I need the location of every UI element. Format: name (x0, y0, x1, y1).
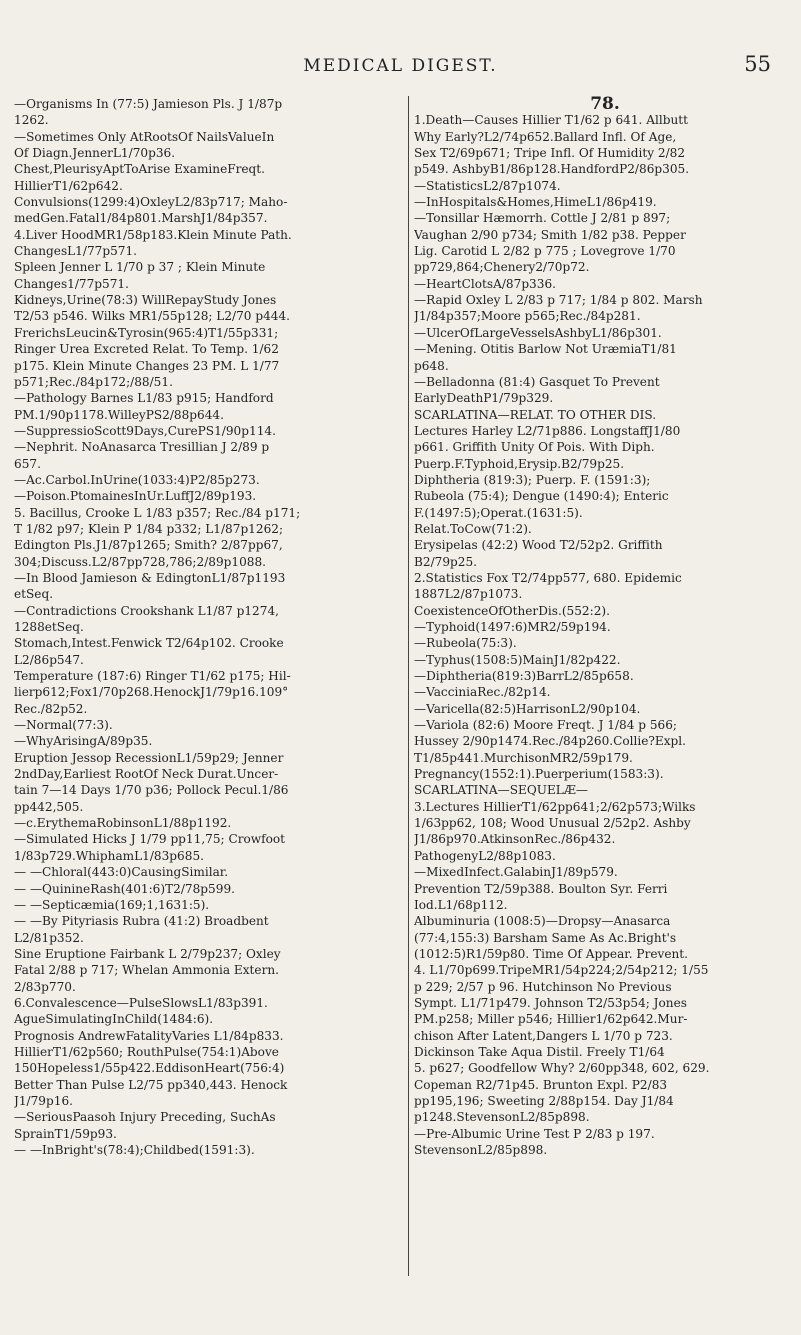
index-line: — —By Pityriasis Rubra (41:2) Broadbent (14, 914, 269, 929)
index-line: (77:4,155:3) Barsham Same As Ac.Bright's (414, 930, 677, 945)
index-line: Ringer Urea Excreted Relat. To Temp. 1/62 (14, 342, 279, 357)
index-line: —Diphtheria(819:3)BarrL2/85p658. (414, 669, 634, 684)
index-line: Rec./82p52. (14, 701, 88, 716)
index-line: p549. AshbyB1/86p128.HandfordP2/86p305. (414, 162, 690, 177)
index-line: 657. (14, 456, 41, 471)
index-line: ChangesL1/77p571. (14, 244, 138, 259)
index-line: —Simulated Hicks J 1/79 pp11,75; Crowfoot (14, 832, 286, 847)
index-line: —SeriousPaasoh Injury Preceding, SuchAs (14, 1110, 276, 1125)
index-line: AgueSimulatingInChild(1484:6). (14, 1012, 214, 1027)
index-line: p 229; 2/57 p 96. Hutchinson No Previous (414, 979, 672, 994)
index-line: Of Diagn.JennerL1/70p36. (14, 146, 176, 161)
index-line: —Ac.Carbol.InUrine(1033:4)P2/85p273. (14, 472, 260, 487)
index-line: Sex T2/69p671; Tripe Infl. Of Humidity 2/82 (414, 146, 686, 161)
index-line: 1.Death—Causes Hillier T1/62 p 641. Allbutt (414, 113, 688, 128)
right-column (414, 96, 796, 1158)
index-line: —MixedInfect.GalabinJ1/89p579. (414, 865, 618, 880)
index-line: SCARLATINA—SEQUELÆ— (414, 783, 589, 798)
index-line: 4. L1/70p699.TripeMR1/54p224;2/54p212; 1/55 (414, 963, 709, 978)
index-line: Dickinson Take Aqua Distil. Freely T1/64 (414, 1044, 665, 1059)
index-line: — —Septicæmia(169;1,1631:5). (14, 897, 210, 912)
index-line: —Typhoid(1497:6)MR2/59p194. (414, 620, 611, 634)
index-line: T 1/82 p97; Klein P 1/84 p332; L1/87p1262; (14, 521, 284, 536)
index-line: PM.1/90p1178.WilleyPS2/88p644. (14, 407, 224, 422)
index-line: tain 7—14 Days 1/70 p36; Pollock Pecul.1/86 (14, 783, 289, 798)
index-line: Vaughan 2/90 p734; Smith 1/82 p38. Pepper (414, 227, 686, 242)
index-line: medGen.Fatal1/84p801.MarshJ1/84p357. (14, 211, 268, 226)
index-line: —VacciniaRec./82p14. (414, 685, 551, 700)
index-line: pp442,505. (14, 799, 84, 814)
index-line: —UlcerOfLargeVesselsAshbyL1/86p301. (414, 325, 662, 340)
index-line: Relat.ToCow(71:2). (414, 521, 532, 536)
index-line: 2.Statistics Fox T2/74pp577, 680. Epidemic (414, 570, 682, 585)
index-line: —Poison.PtomainesInUr.LuffJ2/89p193. (14, 489, 257, 504)
index-line: F.(1497:5);Operat.(1631:5). (414, 505, 583, 520)
index-line: —WhyArisingA/89p35. (14, 734, 153, 749)
page-header (0, 50, 801, 80)
index-line: Temperature (187:6) Ringer T1/62 p175; Hil- (14, 669, 291, 684)
section-number-heading: 78. (590, 96, 620, 114)
index-line: —Variola (82:6) Moore Freqt. J 1/84 p 566; (414, 718, 678, 733)
index-line: —Tonsillar Hæmorrh. Cottle J 2/81 p 897; (414, 211, 671, 226)
index-line: Erysipelas (42:2) Wood T2/52p2. Griffith (414, 538, 663, 553)
index-line: Albuminuria (1008:5)—Dropsy—Anasarca (414, 914, 671, 929)
index-line: —In Blood Jamieson & EdingtonL1/87p1193 (14, 570, 286, 585)
index-line: — —QuinineRash(401:6)T2/78p599. (14, 881, 235, 896)
index-line: chison After Latent,Dangers L 1/70 p 723. (414, 1028, 673, 1043)
index-line: p1248.StevensonL2/85p898. (414, 1110, 590, 1125)
index-line: 1887L2/87p1073. (414, 587, 523, 602)
index-line: —Pre-Albumic Urine Test P 2/83 p 197. (414, 1126, 655, 1141)
index-line: J1/79p16. (14, 1093, 73, 1108)
index-line: PM.p258; Miller p546; Hillier1/62p642.Mur- (414, 1012, 688, 1027)
index-line: Eruption Jessop RecessionL1/59p29; Jenner (14, 750, 284, 765)
index-line: —HeartClotsA/87p336. (414, 276, 556, 291)
index-line: p175. Klein Minute Changes 23 PM. L 1/77 (14, 358, 280, 373)
index-line: pp729,864;Chenery2/70p72. (414, 260, 590, 275)
index-line: Why Early?L2/74p652.Ballard Infl. Of Age, (414, 129, 677, 144)
index-line: Sympt. L1/71p479. Johnson T2/53p54; Jones (414, 995, 687, 1010)
index-line: —Organisms In (77:5) Jamieson Pls. J 1/87p (14, 97, 283, 111)
index-line: 1288etSeq. (14, 620, 84, 634)
index-line: —Mening. Otitis Barlow Not UræmiaT1/81 (414, 342, 677, 357)
index-line: 4.Liver HoodMR1/58p183.Klein Minute Path. (14, 227, 292, 242)
index-line: L2/86p547. (14, 652, 84, 667)
index-line: pp195,196; Sweeting 2/88p154. Day J1/84 (414, 1093, 674, 1108)
page-number: 55 (744, 52, 771, 76)
index-line: Diphtheria (819:3); Puerp. F. (1591:3); (414, 472, 651, 487)
index-line: — —InBright's(78:4);Childbed(1591:3). (14, 1143, 255, 1157)
index-line: 5. p627; Goodfellow Why? 2/60pp348, 602, 629. (414, 1061, 710, 1076)
index-line: (1012:5)R1/59p80. Time Of Appear. Prevent. (414, 946, 688, 961)
index-line: HillierT1/62p642. (14, 178, 123, 193)
index-line: p648. (414, 358, 449, 373)
index-line: —Nephrit. NoAnasarca Tresillian J 2/89 p (14, 440, 270, 455)
left-column (14, 96, 405, 1158)
index-line: 5. Bacillus, Crooke L 1/83 p357; Rec./84 p171; (14, 505, 301, 520)
index-line: Rubeola (75:4); Dengue (1490:4); Enteric (414, 489, 669, 504)
index-line: —c.ErythemaRobinsonL1/88p1192. (14, 816, 232, 831)
index-line: p661. Griffith Unity Of Pois. With Diph. (414, 440, 655, 455)
index-line: Puerp.F.Typhoid,Erysip.B2/79p25. (414, 456, 625, 471)
index-line: Iod.L1/68p112. (414, 897, 508, 912)
index-line: J1/86p970.AtkinsonRec./86p432. (414, 832, 616, 847)
index-line: p571;Rec./84p172;/88/51. (14, 374, 173, 389)
index-line: PathogenyL2/88p1083. (414, 848, 556, 863)
index-line: B2/79p25. (414, 554, 478, 569)
index-line: Changes1/77p571. (14, 276, 129, 291)
index-line: Spleen Jenner L 1/70 p 37 ; Klein Minute (14, 260, 266, 275)
index-line: CoexistenceOfOtherDis.(552:2). (414, 603, 610, 618)
index-line: —Typhus(1508:5)MainJ1/82p422. (414, 652, 621, 667)
index-line: Prevention T2/59p388. Boulton Syr. Ferri (414, 881, 668, 896)
index-line: —StatisticsL2/87p1074. (414, 178, 561, 193)
index-line: 2ndDay,Earliest RootOf Neck Durat.Uncer- (14, 767, 279, 782)
index-line: 6.Convalescence—PulseSlowsL1/83p391. (14, 995, 268, 1010)
index-line: —Sometimes Only AtRootsOf NailsValueIn (14, 129, 275, 144)
index-line: Kidneys,Urine(78:3) WillRepayStudy Jones (14, 293, 277, 308)
index-line: L2/81p352. (14, 930, 84, 945)
index-line: —Rapid Oxley L 2/83 p 717; 1/84 p 802. Marsh (414, 293, 703, 308)
index-line: Sine Eruptione Fairbank L 2/79p237; Oxley (14, 946, 281, 961)
index-line: —InHospitals&Homes,HimeL1/86p419. (414, 195, 657, 210)
index-line: 3.Lectures HillierT1/62pp641;2/62p573;Wilks (414, 799, 696, 814)
index-line: StevensonL2/85p898. (414, 1143, 548, 1157)
index-line: 1/63pp62, 108; Wood Unusual 2/52p2. Ashby (414, 816, 691, 831)
index-line: —Normal(77:3). (14, 718, 113, 733)
index-line: Better Than Pulse L2/75 pp340,443. Henock (14, 1077, 288, 1092)
index-line: Lig. Carotid L 2/82 p 775 ; Lovegrove 1/70 (414, 244, 676, 259)
index-line: FrerichsLeucin&Tyrosin(965:4)T1/55p331; (14, 325, 279, 340)
index-line: — —Chloral(443:0)CausingSimilar. (14, 865, 229, 880)
index-line: 304;Discuss.L2/87pp728,786;2/89p1088. (14, 554, 267, 569)
index-line: EarlyDeathP1/79p329. (414, 391, 554, 406)
index-line: J1/84p357;Moore p565;Rec./84p281. (414, 309, 641, 324)
index-line: Chest,PleurisyAptToArise ExamineFreqt. (14, 162, 265, 177)
index-line: —Varicella(82:5)HarrisonL2/90p104. (414, 701, 641, 716)
index-line: —Contradictions Crookshank L1/87 p1274, (14, 603, 279, 618)
index-line: T2/53 p546. Wilks MR1/55p128; L2/70 p444. (14, 309, 291, 324)
index-line: HillierT1/62p560; RouthPulse(754:1)Above (14, 1044, 279, 1059)
index-line: —Belladonna (81:4) Gasquet To Prevent (414, 374, 660, 389)
index-line: T1/85p441.MurchisonMR2/59p179. (414, 750, 633, 765)
index-line: SprainT1/59p93. (14, 1126, 117, 1141)
column-divider (408, 96, 409, 1276)
index-line: SCARLATINA—RELAT. TO OTHER DIS. (414, 407, 657, 422)
index-line: Prognosis AndrewFatalityVaries L1/84p833. (14, 1028, 284, 1043)
index-line: Fatal 2/88 p 717; Whelan Ammonia Extern. (14, 963, 279, 978)
index-line: —SuppressioScott9Days,CurePS1/90p114. (14, 423, 276, 438)
index-line: 1262. (14, 113, 49, 128)
index-line: —Pathology Barnes L1/83 p915; Handford (14, 391, 274, 406)
index-line: Stomach,Intest.Fenwick T2/64p102. Crooke (14, 636, 284, 651)
index-line: Convulsions(1299:4)OxleyL2/83p717; Maho- (14, 195, 288, 210)
index-line: Copeman R2/71p45. Brunton Expl. P2/83 (414, 1077, 668, 1092)
running-head: MEDICAL DIGEST. (303, 56, 498, 76)
index-line: 1/83p729.WhiphamL1/83p685. (14, 848, 204, 863)
index-line: Hussey 2/90p1474.Rec./84p260.Collie?Expl. (414, 734, 686, 749)
index-line: 150Hopeless1/55p422.EddisonHeart(756:4) (14, 1061, 285, 1076)
index-line: 2/83p770. (14, 979, 76, 994)
index-line: Lectures Harley L2/71p886. LongstaffJ1/80 (414, 423, 681, 438)
index-line: —Rubeola(75:3). (414, 636, 517, 651)
index-line: lierp612;Fox1/70p268.HenockJ1/79p16.109° (14, 685, 289, 700)
index-line: etSeq. (14, 587, 54, 602)
index-line: Pregnancy(1552:1).Puerperium(1583:3). (414, 767, 664, 782)
index-line: Edington Pls.J1/87p1265; Smith? 2/87pp67, (14, 538, 283, 553)
